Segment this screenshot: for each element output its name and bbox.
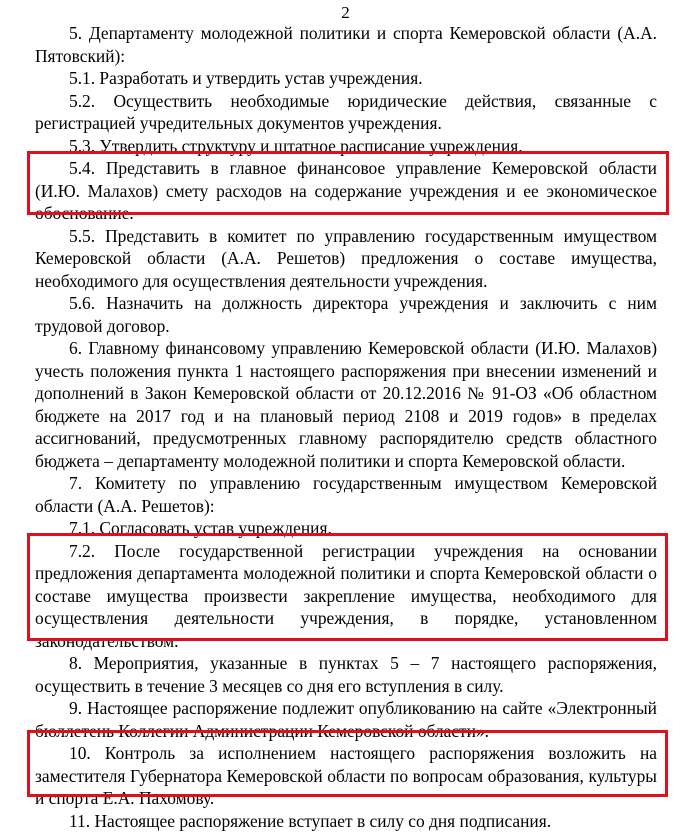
paragraph-7: 7. Комитету по управлению государственным имуществом Кемеровской области (А.А. Решетов):: [35, 472, 657, 517]
paragraph-5-5: 5.5. Представить в комитет по управлению государственным имуществом Кемеровской области (А.А. Решетов) предложения о составе имущества, необходимого для осуществления деятельности учреждения.: [35, 225, 657, 293]
paragraph-11: 11. Настоящее распоряжение вступает в силу со дня подписания.: [35, 810, 657, 832]
document-body: [35, 22, 657, 832]
paragraph-5-3: 5.3. Утвердить структуру и штатное расписание учреждения.: [35, 135, 657, 158]
paragraph-7-2: 7.2. После государственной регистрации учреждения на основании предложения департамента молодежной политики и спорта Кемеровской области о составе имущества произвести закрепление имущества, необходимого для осуществления деятельности учреждения, в порядке, установленном законодательством.: [35, 540, 657, 653]
paragraph-7-1: 7.1. Согласовать устав учреждения.: [35, 517, 657, 540]
paragraph-5-6: 5.6. Назначить на должность директора учреждения и заключить с ним трудовой договор.: [35, 292, 657, 337]
paragraph-6: 6. Главному финансовому управлению Кемеровской области (И.Ю. Малахов) учесть положения пункта 1 настоящего распоряжения при внесении изменений и дополнений в Закон Кемеровской области от 20.12.2016 № 91-ОЗ «Об областном бюджете на 2017 год и на плановый период 2108 и 2019 годов» в пределах ассигнований, предусмотренных главному распорядителю средств областного бюджета – департаменту молодежной политики и спорта Кемеровской области.: [35, 337, 657, 472]
paragraph-9: 9. Настоящее распоряжение подлежит опубликованию на сайте «Электронный бюллетень Коллегии Администрации Кемеровской области».: [35, 697, 657, 742]
paragraph-5-4: 5.4. Представить в главное финансовое управление Кемеровской области (И.Ю. Малахов) смету расходов на содержание учреждения и ее экономическое обоснование.: [35, 157, 657, 225]
paragraph-5-1: 5.1. Разработать и утвердить устав учреждения.: [35, 67, 657, 90]
paragraph-8: 8. Мероприятия, указанные в пунктах 5 – 7 настоящего распоряжения, осуществить в течение 3 месяцев со дня его вступления в силу.: [35, 652, 657, 697]
highlight-box-5-4: [27, 151, 669, 215]
page-number: 2: [0, 3, 691, 23]
paragraph-5: 5. Департаменту молодежной политики и спорта Кемеровской области (А.А. Пятовский):: [35, 22, 657, 67]
paragraph-5-2: 5.2. Осуществить необходимые юридические действия, связанные с регистрацией учредительных документов учреждения.: [35, 90, 657, 135]
highlight-box-10: [27, 730, 668, 797]
paragraph-10: 10. Контроль за исполнением настоящего распоряжения возложить на заместителя Губернатора Кемеровской области по вопросам образования, культуры и спорта Е.А. Пахомову.: [35, 742, 657, 810]
highlight-box-7-2: [27, 533, 668, 641]
